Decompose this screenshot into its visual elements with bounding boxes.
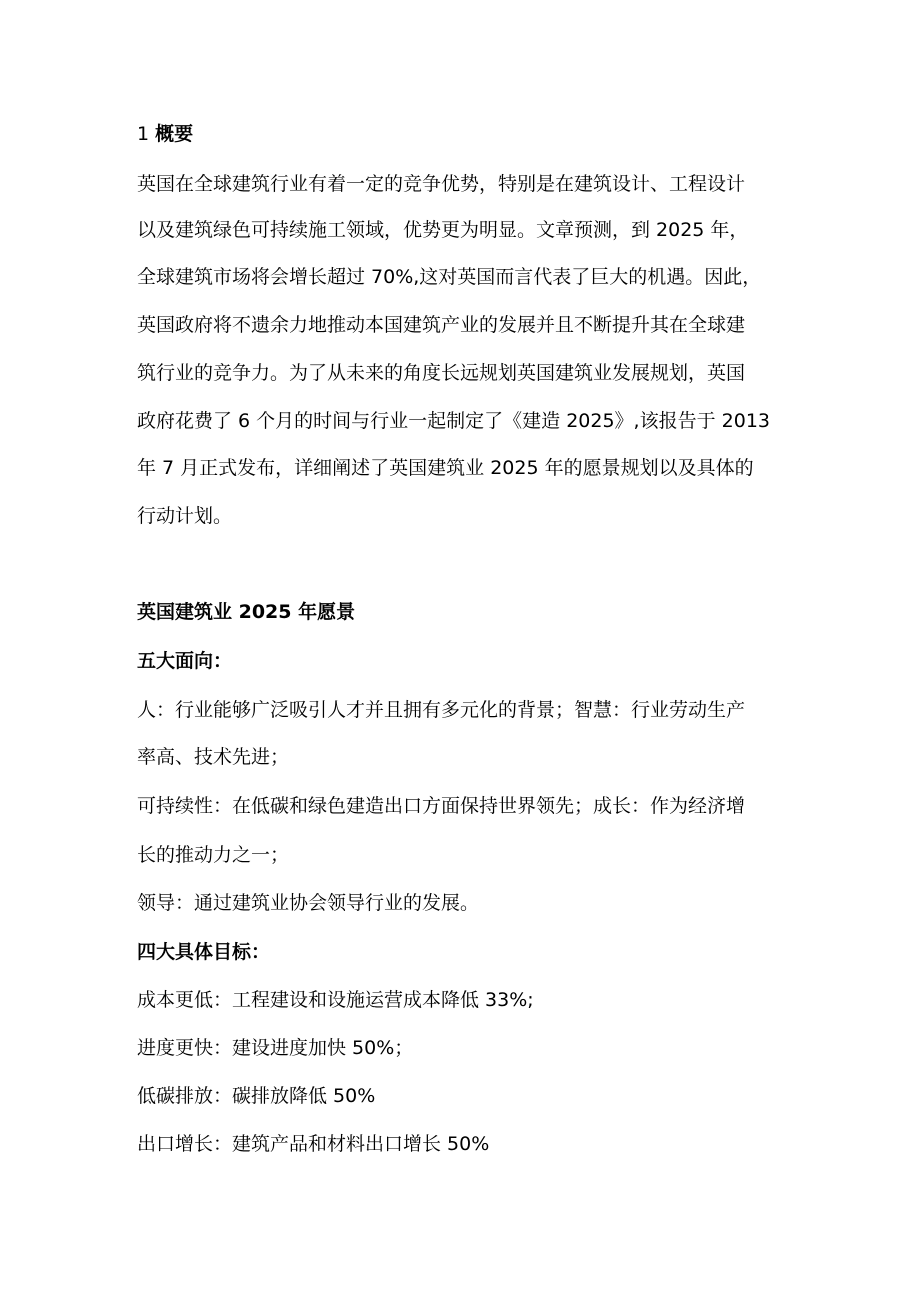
paragraph-line: 英国政府将不遗余力地推动本国建筑产业的发展并且不断提升其在全球建 <box>137 314 746 336</box>
aspect-line: 领导：通过建筑业协会领导行业的发展。 <box>137 892 480 914</box>
aspect-line: 可持续性：在低碳和绿色建造出口方面保持世界领先；成长：作为经济增 <box>137 795 746 817</box>
paragraph-line: 筑行业的竞争力。为了从未来的角度长远规划英国建筑业发展规划，英国 <box>137 362 746 384</box>
section-title: 概要 <box>155 123 194 145</box>
paragraph-line: 政府花费了 6 个月的时间与行业一起制定了《建造 2025》,该报告于 2013 <box>137 410 770 432</box>
goal-line: 成本更低：工程建设和设施运营成本降低 33%; <box>137 989 534 1011</box>
paragraph-line: 英国在全球建筑行业有着一定的竞争优势，特别是在建筑设计、工程设计 <box>137 173 746 195</box>
aspect-line: 长的推动力之一； <box>137 844 290 866</box>
four-goals-title: 四大具体目标： <box>137 941 271 963</box>
paragraph-line: 全球建筑市场将会增长超过 70%,这对英国而言代表了巨大的机遇。因此， <box>137 266 762 288</box>
paragraph-line: 以及建筑绿色可持续施工领域，优势更为明显。文章预测，到 2025 年， <box>137 219 749 241</box>
paragraph-line: 行动计划。 <box>137 505 233 527</box>
paragraph-line: 年 7 月正式发布，详细阐述了英国建筑业 2025 年的愿景规划以及具体的 <box>137 457 754 479</box>
section-heading <box>137 122 193 146</box>
vision-title: 英国建筑业 2025 年愿景 <box>137 601 356 623</box>
aspect-line: 人：行业能够广泛吸引人才并且拥有多元化的背景；智慧：行业劳动生产 <box>137 699 746 721</box>
goal-line: 出口增长：建筑产品和材料出口增长 50% <box>137 1133 490 1155</box>
aspect-line: 率高、技术先进； <box>137 746 290 768</box>
five-aspects-title: 五大面向： <box>137 650 233 672</box>
section-number: 1 <box>137 123 150 145</box>
goal-line: 低碳排放：碳排放降低 50% <box>137 1085 376 1107</box>
goal-line: 进度更快：建设进度加快 50%； <box>137 1037 414 1059</box>
